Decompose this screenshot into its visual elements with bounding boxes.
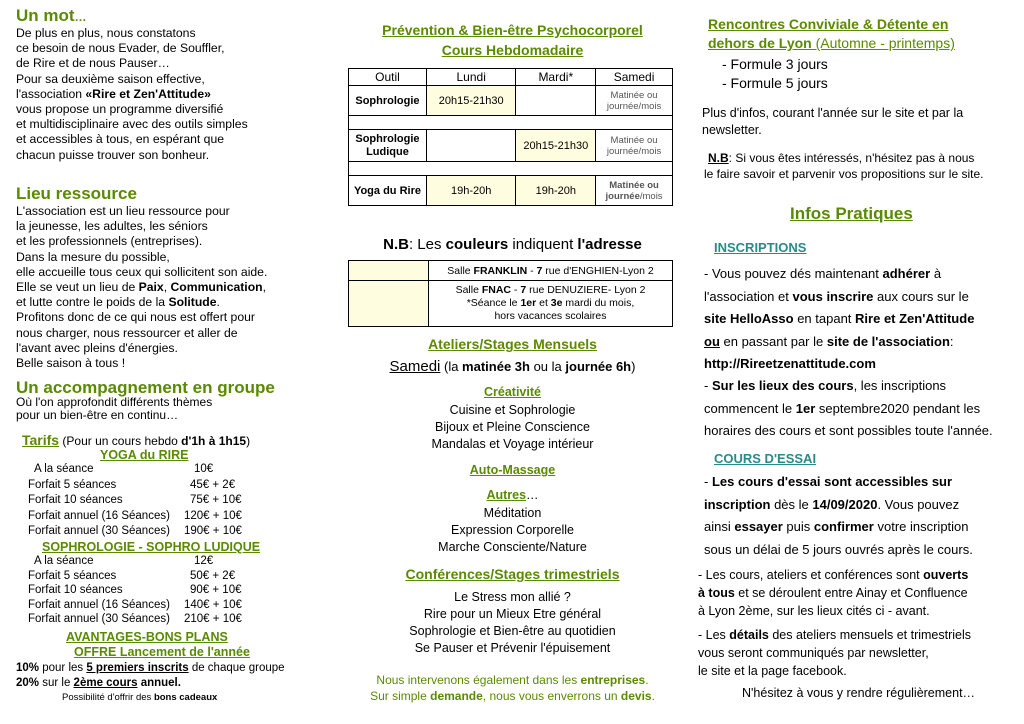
- text-line: - Les détails des ateliers mensuels et trimestriels: [698, 628, 972, 642]
- samedi-cell: Matinée ou journée/mois: [596, 86, 673, 116]
- text-line: ainsi essayer puis confirmer votre inscription: [704, 519, 969, 534]
- conf-item-1: Le Stress mon allié ?: [454, 590, 571, 604]
- address-table: [348, 260, 673, 327]
- schedule-row-sophrologie: [349, 86, 673, 116]
- sophro-title: SOPHROLOGIE - SOPHRO LUDIQUE: [42, 540, 261, 554]
- tarifs-subtitle: (Pour un cours hebdo d'1h à 1h15): [59, 434, 251, 448]
- tarifs-title: Tarifs: [22, 432, 60, 448]
- price-label: A la séance: [34, 463, 94, 475]
- autres-title: Autres: [486, 488, 527, 502]
- schedule-row-yoga: [349, 176, 673, 206]
- automassage-title: Auto-Massage: [469, 463, 556, 477]
- color-swatch-fnac: [349, 281, 429, 327]
- price-label: Forfait annuel (30 Séances): [28, 613, 170, 625]
- ateliers-title: Ateliers/Stages Mensuels: [428, 336, 597, 352]
- text-line: chacun puisse trouver son bonheur.: [16, 147, 210, 162]
- price-label: Forfait 5 séances: [28, 569, 117, 582]
- price-value: 12€: [194, 555, 214, 567]
- price-row: [28, 525, 268, 539]
- text-line: Dans la mesure du possible,: [16, 249, 170, 264]
- header-lundi: Lundi: [426, 69, 516, 86]
- prevention-title: Prévention & Bien-être Psychocorporel: [382, 22, 643, 38]
- address-fnac: Salle FNAC - 7 rue DENUZIERE- Lyon 2 *Séance le 1er et 3e mardi du mois, hors vacances scolaires: [429, 281, 673, 327]
- lundi-cell: 19h-20h: [426, 176, 516, 206]
- cours-hebdo-title: Cours Hebdomadaire: [441, 42, 584, 58]
- price-row: [28, 479, 268, 493]
- schedule-row-sophro-ludique: [349, 130, 673, 162]
- un-mot-title: Un mot…: [16, 6, 87, 25]
- price-value: 140€ + 10€: [184, 598, 242, 611]
- outil-cell: Sophrologie Ludique: [349, 130, 427, 162]
- text-line: - Les cours, ateliers et conférences sont ouverts: [698, 568, 969, 582]
- text-line: de Rire et de nous Pauser…: [16, 56, 170, 71]
- text-line: L'association est un lieu ressource pour: [16, 204, 230, 218]
- price-row: [28, 510, 268, 524]
- samedi-cell: Matinée ou journée/mois: [596, 130, 673, 162]
- mardi-cell: 20h15-21h30: [516, 130, 596, 162]
- price-row: [28, 494, 268, 508]
- column-right: [688, 0, 1024, 724]
- entreprises-line: Nous intervenons également dans les entreprises.: [376, 673, 649, 687]
- un-mot-text: [16, 26, 248, 163]
- creativite-item-1: Cuisine et Sophrologie: [449, 403, 576, 417]
- schedule-spacer: [349, 116, 673, 130]
- text-line: l'association et vous inscrire aux cours sur le: [704, 288, 969, 304]
- text-line: - Sur les lieux des cours, les inscriptions: [704, 378, 947, 393]
- text-line: ce besoin de nous Evader, de Souffler,: [16, 41, 225, 56]
- price-label: Forfait annuel (16 Séances): [28, 598, 170, 611]
- conf-item-2: Rire pour un Mieux Etre général: [423, 607, 602, 621]
- address-row-fnac: [349, 281, 673, 327]
- offre-line-1: 10% pour les 5 premiers inscrits de chaque groupe: [16, 662, 285, 674]
- avantages-title: AVANTAGES-BONS PLANS: [66, 630, 228, 644]
- price-label: A la séance: [34, 555, 94, 567]
- price-value: 190€ + 10€: [184, 525, 242, 537]
- text-line: Elle se veut un lieu de Paix, Communication,: [16, 280, 266, 295]
- text-line: et multidisciplinaire avec des outils simples: [16, 117, 248, 132]
- address-row-franklin: [349, 261, 673, 281]
- price-value: 50€ + 2€: [190, 569, 236, 582]
- cours-essai-title: COURS D'ESSAI: [714, 451, 817, 466]
- text-line: site HelloAsso en tapant Rire et Zen'Attitude: [704, 311, 975, 326]
- price-value: 10€: [194, 463, 214, 475]
- text-line: elle accueille tous ceux qui sollicitent son aide.: [16, 264, 268, 279]
- lieu-text: [16, 204, 267, 371]
- schedule-table: [348, 68, 673, 206]
- nb-line-1: N.B: Si vous êtes intéressés, n'hésitez pas à nous: [708, 151, 975, 165]
- creativite-title: Créativité: [484, 385, 541, 399]
- lundi-cell: [426, 130, 516, 162]
- text-line: - Vous pouvez dés maintenant adhérer à: [704, 266, 942, 281]
- price-row: [28, 555, 268, 569]
- text-line: - Les cours d'essai sont accessibles sur: [704, 474, 953, 489]
- text-line: Où l'on approfondit différents thèmes: [16, 395, 213, 409]
- text-line: à tous et se déroulent entre Ainay et Confluence: [698, 586, 968, 600]
- price-row: [28, 463, 268, 477]
- nb-colors-line: N.B: Les couleurs indiquent l'adresse: [383, 236, 642, 253]
- accomp-title: Un accompagnement en groupe: [16, 378, 275, 397]
- closing-line: N'hésitez à vous y rendre régulièrement…: [742, 686, 976, 700]
- color-swatch-franklin: [349, 261, 429, 281]
- creativite-item-2: Bijoux et Pleine Conscience: [435, 420, 590, 434]
- price-label: Forfait 10 séances: [28, 494, 123, 506]
- outil-cell: Sophrologie: [349, 86, 427, 116]
- schedule-header-row: [349, 69, 673, 86]
- text-line: De plus en plus, nous constatons: [16, 26, 196, 40]
- infos-pratiques-title: Infos Pratiques: [790, 204, 913, 223]
- mardi-cell: [516, 86, 596, 116]
- samedi-cell: Matinée ou journée/mois: [596, 176, 673, 206]
- text-line: http://Rireetzenattitude.com: [704, 356, 876, 371]
- accomp-text: [16, 396, 212, 422]
- autres-item-2: Expression Corporelle: [451, 523, 574, 537]
- text-line: sous un délai de 5 jours ouvrés après le cours.: [704, 541, 973, 557]
- header-mardi: Mardi*: [516, 69, 596, 86]
- price-label: Forfait annuel (16 Séances): [28, 509, 170, 522]
- price-value: 90€ + 10€: [190, 584, 242, 596]
- column-middle: [340, 0, 685, 724]
- text-line: Profitons donc de ce qui nous est offert pour: [16, 310, 255, 325]
- plus-infos-2: newsletter.: [702, 123, 762, 137]
- text-line: et lutte contre le poids de la Solitude.: [16, 295, 220, 310]
- mardi-cell: 19h-20h: [516, 176, 596, 206]
- column-left: [0, 0, 330, 724]
- price-value: 120€ + 10€: [184, 509, 242, 522]
- address-franklin: Salle FRANKLIN - 7 rue d'ENGHIEN-Lyon 2: [429, 261, 673, 281]
- price-row: [28, 584, 268, 598]
- text-line: et les professionnels (entreprises).: [16, 234, 203, 249]
- text-line: vous seront communiqués par newsletter,: [698, 646, 929, 660]
- text-line: à Lyon 2ème, sur les lieux cités ci - avant.: [698, 604, 930, 618]
- price-value: 45€ + 2€: [190, 478, 236, 491]
- lieu-title: Lieu ressource: [16, 184, 137, 203]
- tarifs-line: [22, 432, 250, 448]
- text-line: ou en passant par le site de l'association:: [704, 333, 954, 349]
- text-line: l'association «Rire et Zen'Attitude»: [16, 86, 211, 101]
- text-line: Belle saison à tous !: [16, 356, 126, 371]
- text-line: inscription dès le 14/09/2020. Vous pouvez: [704, 496, 960, 512]
- text-line: commencent le 1er septembre2020 pendant les: [704, 400, 981, 416]
- autres-title-line: Autres…: [486, 488, 539, 502]
- price-value: 75€ + 10€: [190, 494, 242, 506]
- text-line: Pour sa deuxième saison effective,: [16, 71, 205, 86]
- rencontres-title-line2: dehors de Lyon (Automne - printemps): [708, 35, 955, 51]
- formule-5-jours: - Formule 5 jours: [722, 75, 828, 91]
- text-line: et accessibles à tous, en espérant que: [16, 132, 224, 147]
- price-row: [28, 599, 268, 613]
- price-row: [28, 570, 268, 584]
- text-line: horaires des cours et sont possibles toute l'année.: [704, 423, 993, 438]
- schedule-spacer: [349, 162, 673, 176]
- offre-title: OFFRE Lancement de l'année: [74, 645, 250, 659]
- text-line: nous charger, nous ressourcer et aller de: [16, 325, 238, 340]
- autres-item-3: Marche Consciente/Nature: [438, 540, 587, 554]
- creativite-item-3: Mandalas et Voyage intérieur: [431, 437, 594, 451]
- conf-item-4: Se Pauser et Prévenir l'épuisement: [414, 641, 611, 655]
- formule-3-jours: - Formule 3 jours: [722, 56, 828, 72]
- text-line: vous propose un programme diversifié: [16, 102, 224, 117]
- plus-infos-1: Plus d'infos, courant l'année sur le site et par la: [702, 106, 964, 120]
- price-row: [28, 613, 268, 627]
- rencontres-title-line1: Rencontres Conviviale & Détente en: [708, 16, 949, 32]
- text-line: la jeunesse, les adultes, les séniors: [16, 219, 208, 234]
- conf-item-3: Sophrologie et Bien-être au quotidien: [409, 624, 616, 638]
- price-label: Forfait annuel (30 Séances): [28, 525, 170, 537]
- yoga-title: YOGA du RIRE: [100, 448, 189, 462]
- offre-line-3: Possibilité d'offrir des bons cadeaux: [62, 692, 218, 703]
- text-line: pour un bien-être en continu…: [16, 408, 179, 422]
- lundi-cell: 20h15-21h30: [426, 86, 516, 116]
- conferences-title: Conférences/Stages trimestriels: [405, 566, 620, 582]
- price-value: 210€ + 10€: [184, 613, 242, 625]
- nb-line-2: le faire savoir et parvenir vos propositions sur le site.: [704, 167, 984, 181]
- offre-line-2: 20% sur le 2ème cours annuel.: [16, 677, 181, 689]
- price-label: Forfait 5 séances: [28, 478, 117, 491]
- samedi-line: Samedi (la matinée 3h ou la journée 6h): [389, 358, 636, 375]
- devis-line: Sur simple demande, nous vous enverrons un devis.: [370, 689, 655, 703]
- text-line: le site et la page facebook.: [698, 664, 847, 678]
- price-label: Forfait 10 séances: [28, 584, 123, 596]
- autres-item-1: Méditation: [483, 506, 542, 520]
- inscriptions-title: INSCRIPTIONS: [714, 240, 807, 255]
- header-samedi: Samedi: [596, 69, 673, 86]
- header-outil: Outil: [349, 69, 427, 86]
- outil-cell: Yoga du Rire: [349, 176, 427, 206]
- text-line: l'avant avec pleins d'énergies.: [16, 340, 178, 355]
